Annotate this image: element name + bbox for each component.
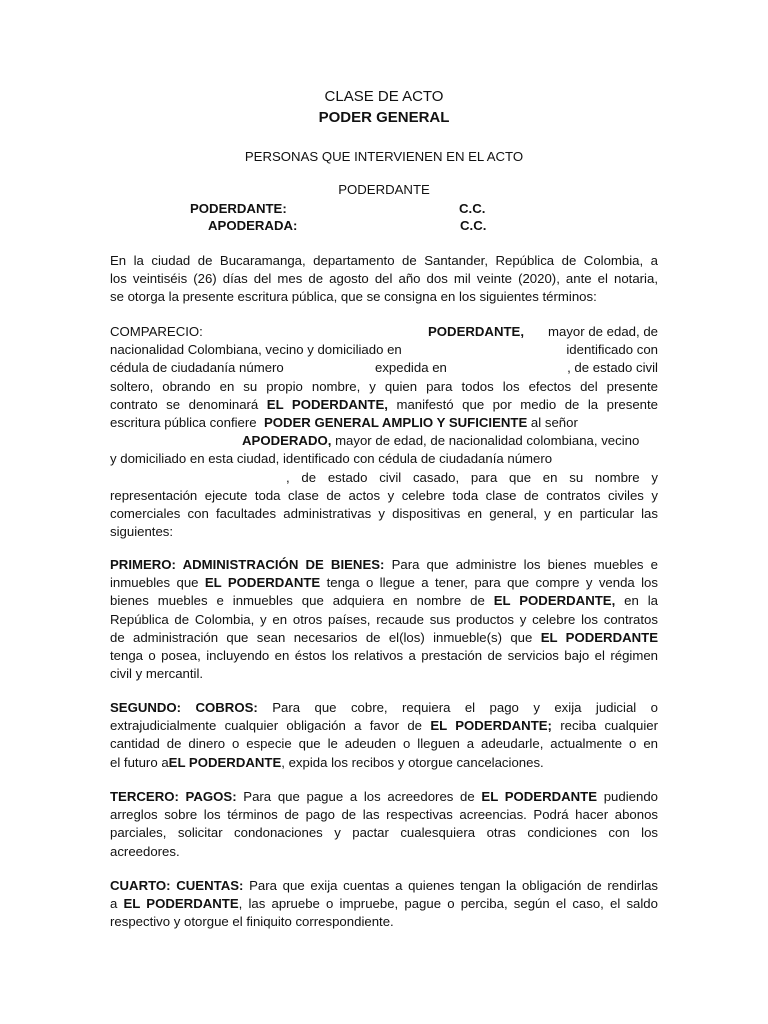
act-class-label: CLASE DE ACTO	[324, 88, 444, 105]
primero-l2b: tenga o llegue a tener, para que compre y venda los	[326, 575, 658, 591]
comparecio-line	[110, 341, 658, 359]
segundo-l4-bold: EL PODERDANTE	[168, 754, 282, 770]
comparecio-l5-bold: EL PODERDANTE,	[266, 396, 388, 412]
comparecio-line: comerciales con facultades administrativas y dispositivas en general, y en particular las	[110, 505, 658, 521]
tercero-line: parciales, solicitar condonaciones y pactar cualesquiera otras condiciones con los	[110, 825, 658, 841]
comparecio-line	[110, 414, 658, 432]
comparecio-l7-bold: APODERADO,	[242, 433, 332, 449]
primero-l3a: bienes muebles e inmuebles que adquiera en nombre de	[110, 593, 485, 609]
primero-l2a: inmuebles que	[110, 575, 199, 591]
comparecio-l6b: al señor	[530, 414, 578, 430]
segundo-line	[110, 754, 658, 772]
comparecio-label: COMPARECIO:	[110, 324, 203, 339]
cuarto-line	[110, 895, 658, 913]
comparecio-l3a: cédula de ciudadanía número	[110, 360, 284, 376]
segundo-label: SEGUNDO: COBROS:	[110, 700, 258, 715]
intro-line: se otorga la presente escritura pública, que se consigna en los siguientes términos:	[110, 289, 597, 305]
segundo-l2a: extrajudicialmente cualquier obligación a favor de	[110, 718, 422, 734]
comparecio-l3b: expedida en	[375, 360, 447, 376]
comparecio-line: y domiciliado en esta ciudad, identificado con cédula de ciudadanía número	[110, 451, 553, 467]
comparecio-l6-bold: PODER GENERAL AMPLIO Y SUFICIENTE	[263, 414, 528, 430]
intro-line: los veintiséis (26) días del mes de agosto del año dos mil veinte (2020), ante el notaria,	[110, 271, 658, 287]
comparecio-line	[110, 323, 658, 341]
primero-line: República de Colombia, y en otros países, recaude sus productos y celebre los contratos	[110, 611, 658, 627]
primero-l3-bold: EL PODERDANTE,	[493, 593, 616, 609]
comparecio-l2a: nacionalidad Colombiana, vecino y domiciliado en	[110, 342, 402, 358]
primero-label: PRIMERO: ADMINISTRACIÓN DE BIENES:	[110, 557, 385, 572]
segundo-line	[110, 717, 658, 735]
primero-l2-bold: EL PODERDANTE	[204, 575, 321, 591]
primero-line	[110, 556, 658, 574]
comparecio-l6a: escritura pública confiere	[110, 414, 257, 430]
tercero-l1-bold: EL PODERDANTE	[481, 789, 598, 804]
primero-line	[110, 574, 658, 592]
cuarto-line: respectivo y otorgue el finiquito correspondiente.	[110, 914, 394, 930]
act-title: PODER GENERAL	[318, 109, 450, 126]
intro-paragraph	[110, 252, 658, 307]
cuarto-label: CUARTO: CUENTAS:	[110, 878, 244, 893]
tercero-paragraph	[110, 788, 658, 861]
segundo-line: cantidad de dinero o especie que le adeuden o lleguen a adeudarle, actualmente o en	[110, 736, 658, 752]
segundo-l4a: el futuro a	[110, 754, 169, 770]
comparecio-poderdante: PODERDANTE,	[428, 324, 524, 339]
comparecio-l3c: , de estado civil	[567, 360, 658, 376]
cuarto-l1: Para que exija cuentas a quienes tengan la obligación de rendirlas	[249, 878, 658, 893]
comparecio-line: , de estado civil casado, para que en su nombre y	[286, 469, 658, 485]
parties-subheading: PODERDANTE	[338, 182, 430, 197]
comparecio-line: soltero, obrando en su propio nombre, y quien para todos los efectos del presente	[110, 378, 658, 394]
segundo-l1: Para que cobre, requiera el pago y exija judicial o	[272, 700, 658, 715]
tercero-l1b: pudiendo	[603, 789, 658, 804]
tercero-label: TERCERO: PAGOS:	[110, 789, 237, 804]
comparecio-l7b: mayor de edad, de nacionalidad colombiana, vecino	[335, 433, 640, 449]
tercero-line: arreglos sobre los términos de pago de las respectivas acreencias. Podrá hacer abonos	[110, 807, 658, 823]
comparecio-l2b: identificado con	[566, 342, 658, 358]
primero-l1: Para que administre los bienes muebles e	[391, 557, 658, 572]
segundo-l4b: , expida los recibos y otorgue cancelaciones.	[281, 754, 544, 770]
comparecio-line	[110, 359, 658, 377]
comparecio-line	[110, 396, 658, 414]
primero-line: tenga o posea, incluyendo en éstos los relativos a prestación de servicios bajo el régimen	[110, 647, 658, 663]
parties-heading: PERSONAS QUE INTERVIENEN EN EL ACTO	[244, 149, 524, 164]
tercero-l1a: Para que pague a los acreedores de	[243, 789, 475, 804]
poderdante-label: PODERDANTE:	[190, 201, 287, 216]
primero-paragraph	[110, 556, 658, 683]
cuarto-l2a: a	[110, 896, 118, 912]
primero-l3b: en la	[624, 593, 658, 609]
tercero-line: acreedores.	[110, 843, 180, 859]
cuarto-l2-bold: EL PODERDANTE	[123, 896, 239, 912]
poderdante-cc: C.C.	[459, 201, 486, 216]
segundo-paragraph	[110, 699, 658, 772]
primero-line: civil y mercantil.	[110, 666, 204, 682]
comparecio-l1-tail: mayor de edad, de	[548, 324, 658, 339]
comparecio-l5a: contrato se denominará	[110, 396, 259, 412]
apoderada-cc: C.C.	[460, 218, 487, 233]
primero-l5a: de administración que sean necesarios de el(los) inmueble(s) que	[110, 629, 533, 645]
primero-line	[110, 629, 658, 647]
cuarto-line	[110, 877, 658, 895]
segundo-l2-bold: EL PODERDANTE;	[430, 718, 552, 734]
cuarto-l2b: , las apruebe o impruebe, pague o perciba, según el caso, el saldo	[238, 896, 658, 912]
comparecio-l5b: manifestó que por medio de la presente	[396, 396, 658, 412]
apoderada-label: APODERADA:	[208, 218, 298, 233]
primero-line	[110, 592, 658, 610]
comparecio-line	[110, 432, 658, 450]
segundo-l2b: reciba cualquier	[560, 718, 658, 734]
segundo-line	[110, 699, 658, 717]
comparecio-paragraph	[110, 323, 658, 541]
cuarto-paragraph	[110, 877, 658, 932]
comparecio-line: representación ejecute toda clase de actos y celebre toda clase de contratos civiles y	[110, 487, 658, 503]
primero-l5-bold: EL PODERDANTE	[540, 629, 658, 645]
comparecio-line: siguientes:	[110, 524, 174, 540]
intro-line: En la ciudad de Bucaramanga, departamento de Santander, República de Colombia, a	[110, 253, 658, 268]
tercero-line	[110, 788, 658, 806]
